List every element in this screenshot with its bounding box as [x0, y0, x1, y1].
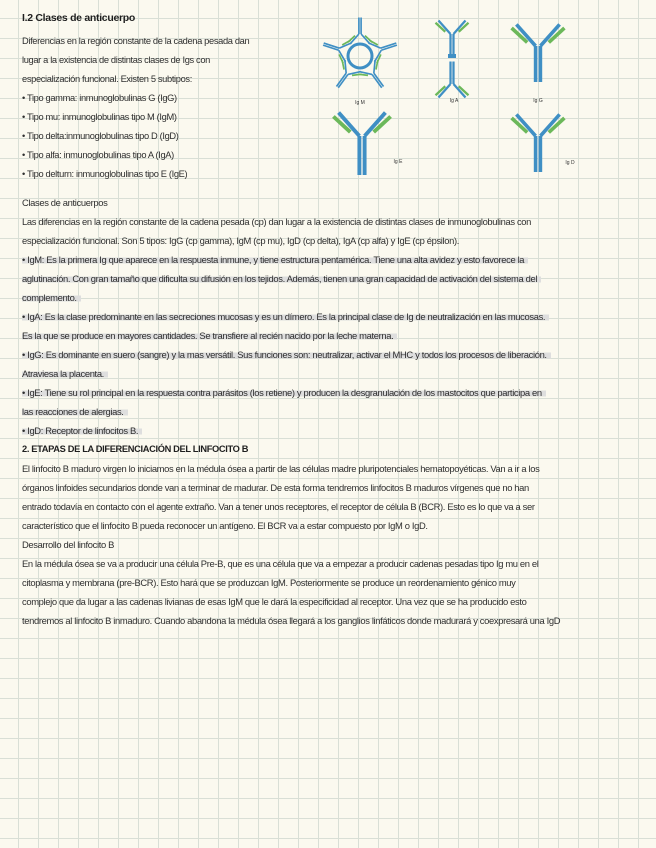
paragraph-line: tendremos al linfocito B inmaduro. Cuando abandona la médula ósea llegará a los ganglios linfáticos donde madurará y coexpresará una IgD	[22, 615, 561, 626]
subheading: Desarrollo del linfocito B	[22, 539, 114, 550]
bullet-item: • Tipo alfa: inmunoglobulinas tipo A (IgA)	[22, 150, 174, 160]
paragraph-line: • IgM: Es la primera Ig que aparece en la respuesta inmune, y tiene estructura pentamérica. Tiene una alta avidez y esto favorece la	[22, 250, 644, 269]
intro-line: Diferencias en la región constante de la cadena pesada dan	[22, 36, 250, 46]
paragraph-line: aglutinación. Con gran tamaño que dificulta su difusión en los tejidos. Además, tienen una gran capacidad de activación del sistema del	[22, 269, 644, 288]
figure-label: Ig M	[355, 100, 365, 106]
paragraph-line: especialización funcional. Son 5 tipos: IgG (cp gamma), IgM (cp mu), IgD (cp delta), IgA (cp alfa) y IgE (cp épsilon).	[22, 235, 460, 246]
paragraph-line: entrado todavía en contacto con el agente extraño. Van a tener unos receptores, el receptor de célula B (BCR). Esto es lo que va a ser	[22, 501, 535, 512]
paragraph-line: Las diferencias en la región constante de la cadena pesada (cp) dan lugar a la existencia de distintas clases de inmunoglobulinas con	[22, 216, 532, 227]
body-text	[22, 193, 644, 630]
figure-label: Ig G	[533, 98, 543, 104]
paragraph-line: • IgA: Es la clase predominante en las secreciones mucosas y es un dímero. Es la principal clase de Ig de neutralización en las mucosas.	[22, 307, 644, 326]
paragraph-line: Atraviesa la placenta.	[22, 364, 644, 383]
paragraph-line: complemento.	[22, 288, 644, 307]
antibody-diagram	[312, 6, 642, 186]
paragraph-line: • IgD: Receptor de linfocitos B.	[22, 421, 644, 440]
iga-dimer-icon	[436, 21, 469, 105]
figure-label: Ig E	[393, 159, 403, 165]
bullet-item: • Tipo delturn: inmunoglobulinas tipo E (IgE)	[22, 169, 188, 179]
igm-pentamer-icon	[320, 18, 401, 107]
intro-paragraph	[22, 32, 307, 184]
antibody-figures	[312, 6, 642, 186]
igg-monomer-icon	[512, 24, 565, 104]
bullet-item: • Tipo mu: inmunoglobulinas tipo M (IgM)	[22, 112, 177, 122]
paragraph-line: Es la que se produce en mayores cantidades. Se transfiere al recién nacido por la leche materna.	[22, 326, 644, 345]
bullet-item: • Tipo delta:inmunoglobulinas tipo D (IgD)	[22, 131, 179, 141]
paragraph-line: característico que el linfocito B pueda reconocer un antígeno. El BCR va a estar compuesto por IgM o IgD.	[22, 520, 428, 531]
bullet-item: • Tipo gamma: inmunoglobulinas G (IgG)	[22, 93, 177, 103]
paragraph-line: citoplasma y membrana (pre-BCR). Esto hará que se produzcan IgM. Posteriormente se produce un reordenamiento génico muy	[22, 577, 516, 588]
paragraph-line: • IgG: Es dominante en suero (sangre) y la mas versátil. Sus funciones son: neutralizar, activar el MHC y todos los procesos de liberación.	[22, 345, 644, 364]
igd-monomer-icon	[512, 114, 575, 172]
paragraph-line: complejo que da lugar a las cadenas livianas de esas IgM que le dará la especificidad al receptor. Una vez que se ha producido esto	[22, 596, 527, 607]
paragraph-line: órganos linfoides secundarios donde van a terminar de madurar. De esta forma tendremos linfocitos B maduros vírgenes que no han	[22, 482, 529, 493]
intro-line: especialización funcional. Existen 5 subtipos:	[22, 74, 192, 84]
intro-line: lugar a la existencia de distintas clases de Igs con	[22, 55, 210, 65]
section2-title: 2. ETAPAS DE LA DIFERENCIACIÓN DEL LINFOCITO B	[22, 444, 249, 454]
paragraph-line: las reacciones de alergias.	[22, 402, 644, 421]
ige-monomer-icon	[333, 113, 403, 175]
paragraph-line: El linfocito B maduro virgen lo iniciamos en la médula ósea a partir de las células madre pluripotenciales hematopoyéticas. Van a ir a los	[22, 463, 540, 474]
paragraph-line: • IgE: Tiene su rol principal en la respuesta contra parásitos (los retiene) y producen la desgranulación de los mastocitos que participa en	[22, 383, 644, 402]
figure-label: Ig A	[449, 98, 459, 104]
figure-label: Ig D	[565, 160, 575, 166]
paragraph-line: En la médula ósea se va a producir una célula Pre-B, que es una célula que va a empezar a producir cadenas pesadas tipo Ig mu en el	[22, 558, 539, 569]
classes-title: Clases de anticuerpos	[22, 197, 108, 208]
section-title: I.2 Clases de anticuerpo	[22, 12, 136, 24]
